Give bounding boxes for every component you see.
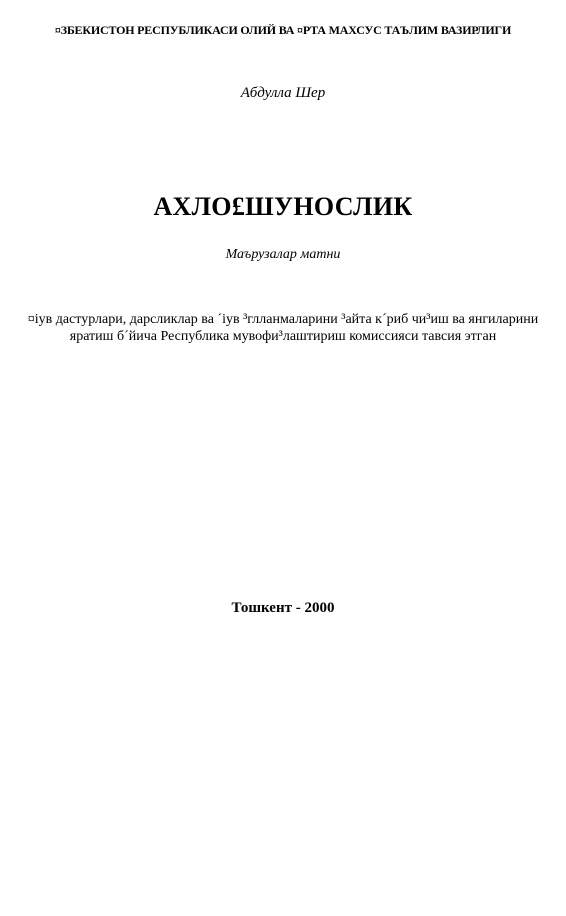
author-name: Абдулла Шер: [240, 85, 326, 101]
document-title: АХЛО£ШУНОСЛИК: [153, 192, 413, 221]
document-subtitle: Маърузалар матни: [225, 247, 341, 262]
ministry-heading: ¤ЗБЕКИСТОН РЕСПУБЛИКАСИ ОЛИЙ ВА ¤РТА МАХСУС ТАЪЛИМ ВАЗИРЛИГИ: [54, 23, 512, 37]
recommendation-note: ¤іув дастурлари, дарсликлар ва ´іув ³глланмаларини ³айта к´риб чи³иш ва янгиларини яратиш б´йича Республика мувофи³лаштириш комиссияси тавсия этган: [27, 312, 539, 344]
place-and-year: Тошкент - 2000: [231, 600, 335, 616]
